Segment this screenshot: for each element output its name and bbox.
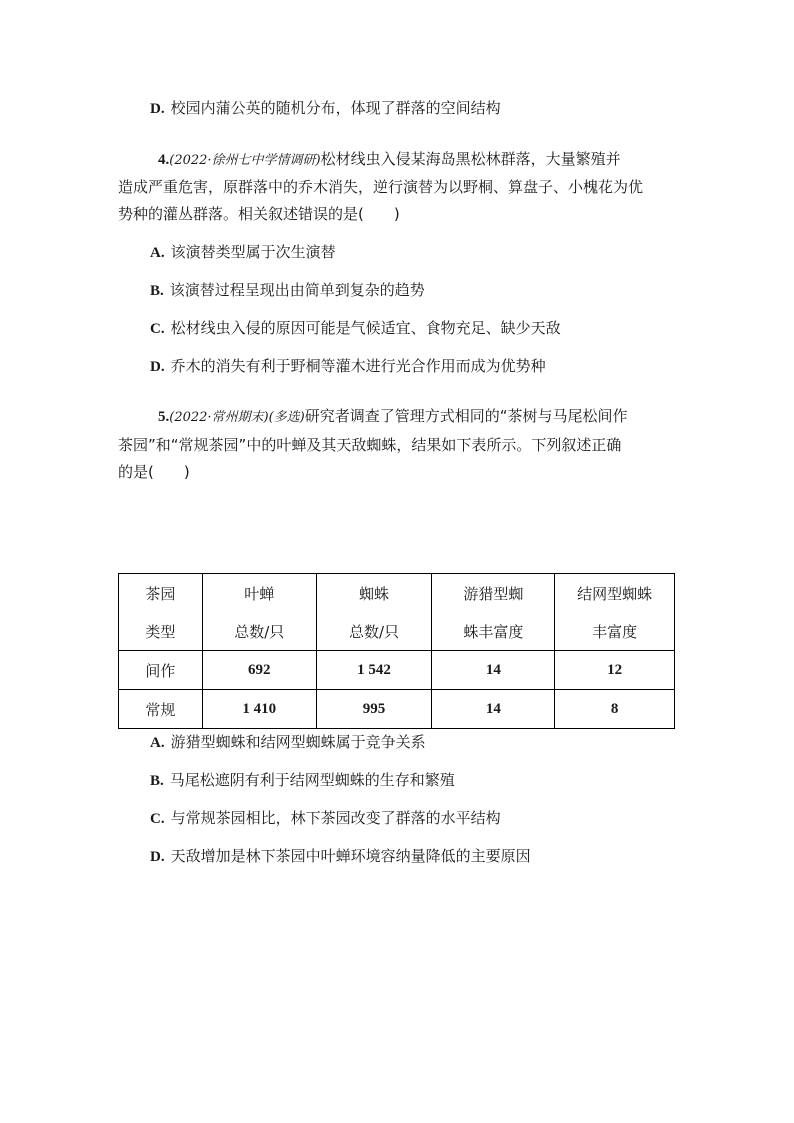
option-text: 该演替过程呈现出由简单到复杂的趋势 bbox=[169, 281, 425, 299]
table-cell: 8 bbox=[555, 690, 675, 729]
question-source: (2022·徐州七中学情调研) bbox=[169, 153, 321, 168]
table-cell: 995 bbox=[316, 690, 432, 729]
option-text: 游猎型蜘蛛和结网型蜘蛛属于竞争关系 bbox=[170, 733, 426, 751]
table-header-row bbox=[119, 612, 675, 651]
table-cell: 常规 bbox=[119, 690, 203, 729]
option-text: 该演替类型属于次生演替 bbox=[170, 243, 336, 261]
option-text: 校园内蒲公英的随机分布，体现了群落的空间结构 bbox=[170, 99, 501, 117]
data-table bbox=[118, 573, 675, 729]
header-cell: 总数/只 bbox=[202, 612, 316, 651]
question-4-option-b bbox=[150, 279, 425, 302]
header-cell: 丰富度 bbox=[555, 612, 675, 651]
option-letter: D. bbox=[150, 359, 165, 375]
option-letter: A. bbox=[150, 245, 165, 261]
question-4-stem-line1 bbox=[158, 148, 621, 172]
option-letter: C. bbox=[150, 811, 165, 827]
option-letter: D. bbox=[150, 849, 165, 865]
question-5-stem-line3: 的是( ) bbox=[118, 463, 190, 481]
header-cell: 类型 bbox=[119, 612, 203, 651]
question-5-option-b bbox=[150, 769, 455, 792]
question-5-option-a bbox=[150, 731, 426, 754]
option-letter: B. bbox=[150, 283, 164, 299]
option-text: 与常规茶园相比，林下茶园改变了群落的水平结构 bbox=[170, 809, 501, 827]
table-cell: 1 542 bbox=[316, 651, 432, 690]
option-letter: B. bbox=[150, 773, 164, 789]
question-4-option-d bbox=[150, 355, 546, 378]
header-cell: 叶蝉 bbox=[202, 574, 316, 613]
question-5-option-c bbox=[150, 807, 501, 830]
option-letter: A. bbox=[150, 735, 165, 751]
option-text: 松材线虫入侵的原因可能是气候适宜、食物充足、缺少天敌 bbox=[170, 319, 561, 337]
table-cell: 14 bbox=[432, 651, 555, 690]
table-cell: 12 bbox=[555, 651, 675, 690]
table-cell: 692 bbox=[202, 651, 316, 690]
header-cell: 结网型蜘蛛 bbox=[555, 574, 675, 613]
stem-text: 松材线虫入侵某海岛黑松林群落，大量繁殖并 bbox=[320, 150, 621, 168]
prev-option-d bbox=[150, 97, 501, 120]
table-row bbox=[119, 651, 675, 690]
table-row bbox=[119, 690, 675, 729]
question-4-option-c bbox=[150, 317, 561, 340]
option-letter: C. bbox=[150, 321, 165, 337]
header-cell: 蜘蛛 bbox=[316, 574, 432, 613]
table-header-row bbox=[119, 574, 675, 613]
option-text: 天敌增加是林下茶园中叶蝉环境容纳量降低的主要原因 bbox=[170, 847, 531, 865]
question-4-stem-line3: 势种的灌丛群落。相关叙述错误的是( ) bbox=[118, 205, 400, 223]
table-cell: 间作 bbox=[119, 651, 203, 690]
table-cell: 14 bbox=[432, 690, 555, 729]
question-number: 5. bbox=[158, 409, 170, 425]
header-cell: 游猎型蜘 bbox=[432, 574, 555, 613]
header-cell: 蛛丰富度 bbox=[432, 612, 555, 651]
question-4-option-a bbox=[150, 241, 336, 264]
header-cell: 总数/只 bbox=[316, 612, 432, 651]
question-4-stem-line2: 造成严重危害，原群落中的乔木消失，逆行演替为以野桐、算盘子、小槐花为优 bbox=[118, 178, 644, 196]
question-source: (2022·常州期末)(多选) bbox=[169, 410, 305, 425]
stem-text: 研究者调查了管理方式相同的“茶树与马尾松间作 bbox=[304, 407, 628, 425]
question-5-option-d bbox=[150, 845, 531, 868]
option-text: 马尾松遮阴有利于结网型蜘蛛的生存和繁殖 bbox=[169, 771, 455, 789]
question-5-stem-line2: 茶园”和“常规茶园”中的叶蝉及其天敌蜘蛛，结果如下表所示。下列叙述正确 bbox=[118, 436, 622, 454]
table-cell: 1 410 bbox=[202, 690, 316, 729]
question-5-stem-line1 bbox=[158, 405, 628, 429]
option-text: 乔木的消失有利于野桐等灌木进行光合作用而成为优势种 bbox=[170, 357, 546, 375]
question-number: 4. bbox=[158, 152, 170, 168]
option-letter: D. bbox=[150, 101, 165, 117]
header-cell: 茶园 bbox=[119, 574, 203, 613]
